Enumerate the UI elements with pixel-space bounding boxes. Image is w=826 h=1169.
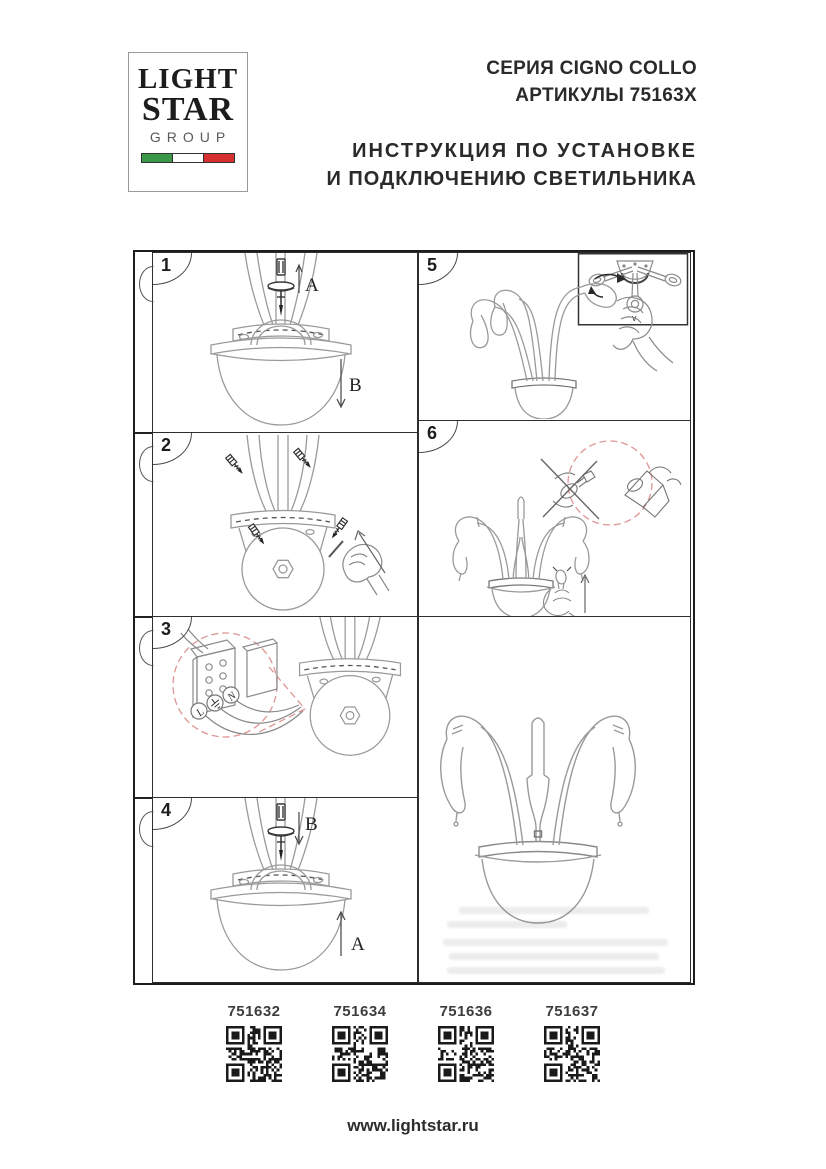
flag-green-stripe: [142, 154, 172, 162]
series-title: СЕРИЯ CIGNO COLLO: [486, 58, 697, 79]
flag-white-stripe: [173, 154, 203, 162]
diagram-raise-bowl: [153, 798, 416, 981]
instruction-title-line1: ИНСТРУКЦИЯ ПО УСТАНОВКЕ: [352, 140, 697, 162]
bare-hand-forbidden-drawing: [541, 459, 599, 519]
article-cell: [531, 1003, 613, 1087]
step-panel-6: [418, 420, 691, 618]
instruction-grid: [133, 250, 695, 985]
step-number: 5: [427, 255, 438, 275]
direction-label-b: B: [349, 375, 362, 396]
step-number: 1: [161, 255, 172, 275]
faded-text-line: [449, 953, 659, 960]
diagram-bend-arms: [419, 253, 689, 419]
diagram-canopy-screws: [153, 433, 416, 615]
faded-text-line: [443, 939, 668, 946]
diagram-insert-bulb: [419, 421, 689, 616]
flag-red-stripe: [204, 154, 234, 162]
step-panel-5: [418, 252, 691, 421]
article-cell: [425, 1003, 507, 1087]
step-panel-2: [152, 432, 418, 617]
up-arrow: [355, 531, 385, 573]
inset-label-v: v: [632, 313, 637, 323]
logo-text-group: GROUP: [149, 129, 232, 145]
hand-with-cloth-drawing: [625, 467, 681, 517]
qr-code: [438, 1026, 494, 1082]
italian-flag-icon: [141, 153, 235, 163]
direction-label-b: B: [305, 814, 318, 835]
article-cell: [319, 1003, 401, 1087]
logo-text-star: STAR: [141, 91, 235, 128]
up-arrow: [581, 575, 589, 613]
articles-title: АРТИКУЛЫ 75163X: [515, 85, 697, 106]
step-panel-1: [152, 252, 418, 433]
qr-code: [226, 1026, 282, 1082]
qr-code: [332, 1026, 388, 1082]
gutter-line: [135, 616, 153, 618]
website-url: www.lightstar.ru: [347, 1116, 479, 1135]
lamp-arms-drawing: [471, 284, 617, 419]
step-number: 2: [161, 435, 172, 455]
faded-text-line: [447, 921, 567, 928]
warning-circle: [568, 441, 652, 525]
direction-label-a: A: [305, 275, 319, 296]
faded-text-line: [459, 907, 649, 914]
terminal-label-n: N: [225, 689, 239, 704]
diagram-wiring-callout: [153, 617, 416, 796]
article-number: 751637: [545, 1003, 599, 1020]
instruction-title-line2: И ПОДКЛЮЧЕНИЮ СВЕТИЛЬНИКА: [326, 168, 697, 190]
qr-code: [544, 1026, 600, 1082]
gutter-line: [135, 797, 153, 799]
diagram-lower-bowl: [153, 253, 416, 431]
terminal-label-l: L: [194, 705, 207, 720]
step-number: 6: [427, 423, 438, 443]
article-codes: [0, 1003, 826, 1087]
faded-text-line: [447, 967, 665, 974]
hand-inserting-bulb-drawing: [544, 567, 577, 616]
step-panel-3: [152, 616, 418, 798]
article-number: 751636: [439, 1003, 493, 1020]
final-product-panel: [418, 616, 691, 983]
article-cell: [213, 1003, 295, 1087]
direction-label-a: A: [351, 934, 365, 955]
article-number: 751634: [333, 1003, 387, 1020]
step-number: 3: [161, 619, 172, 639]
step-panel-4: [152, 797, 418, 983]
assembled-lamp-drawing: [453, 497, 589, 616]
gutter-line: [135, 432, 153, 434]
hand-with-screwdriver-drawing: [329, 541, 389, 595]
article-number: 751632: [227, 1003, 281, 1020]
step-number: 4: [161, 800, 172, 820]
logo-text-light: LIGHT: [137, 63, 239, 95]
lightstar-logo: [128, 52, 248, 192]
